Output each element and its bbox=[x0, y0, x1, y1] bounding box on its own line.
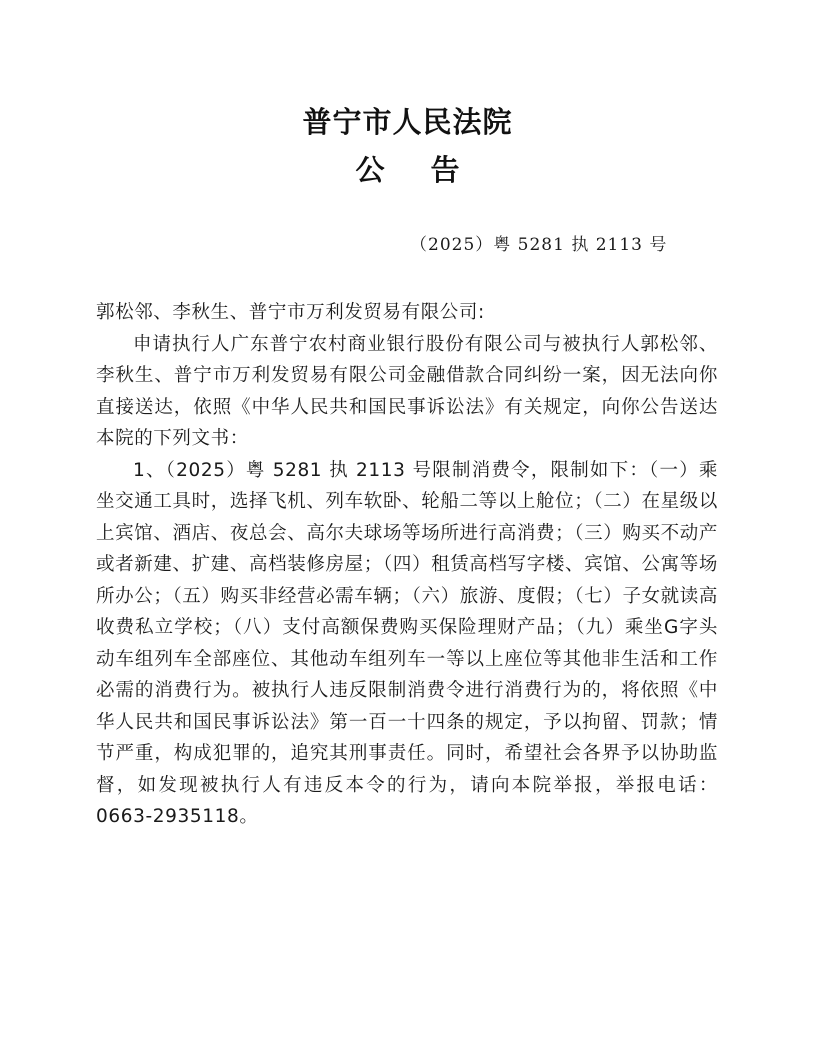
case-number: （2025）粤 5281 执 2113 号 bbox=[410, 235, 668, 255]
notice-body bbox=[96, 297, 718, 833]
paragraph-restriction-order: 1、（2025）粤 5281 执 2113 号限制消费令，限制如下：（一）乘坐交通工具时，选择飞机、列车软卧、轮船二等以上舱位；（二）在星级以上宾馆、酒店、夜总会、高尔夫球场等场所进行高消费；（三）购买不动产或者新建、扩建、高档装修房屋；（四）租赁高档写字楼、宾馆、公寓等场所办公；（五）购买非经营必需车辆；（六）旅游、度假；（七）子女就读高收费私立学校；（八）支付高额保费购买保险理财产品；（九）乘坐G字头动车组列车全部座位、其他动车组列车一等以上座位等其他非生活和工作必需的消费行为。被执行人违反限制消费令进行消费行为的，将依照《中华人民共和国民事诉讼法》第一百一十四条的规定，予以拘留、罚款；情节严重，构成犯罪的，追究其刑事责任。同时，希望社会各界予以协助监督，如发现被执行人有违反本令的行为，请向本院举报，举报电话：0663-2935118。 bbox=[96, 459, 718, 827]
addressee: 郭松邻、李秋生、普宁市万利发贸易有限公司: bbox=[96, 302, 485, 323]
court-name: 普宁市人民法院 bbox=[302, 105, 513, 139]
notice-title: 公 告 bbox=[355, 153, 478, 187]
paragraph-service: 申请执行人广东普宁农村商业银行股份有限公司与被执行人郭松邻、李秋生、普宁市万利发贸易有限公司金融借款合同纠纷一案，因无法向你直接送达，依照《中华人民共和国民事诉讼法》有关规定，向你公告送达本院的下列文书： bbox=[96, 333, 718, 449]
